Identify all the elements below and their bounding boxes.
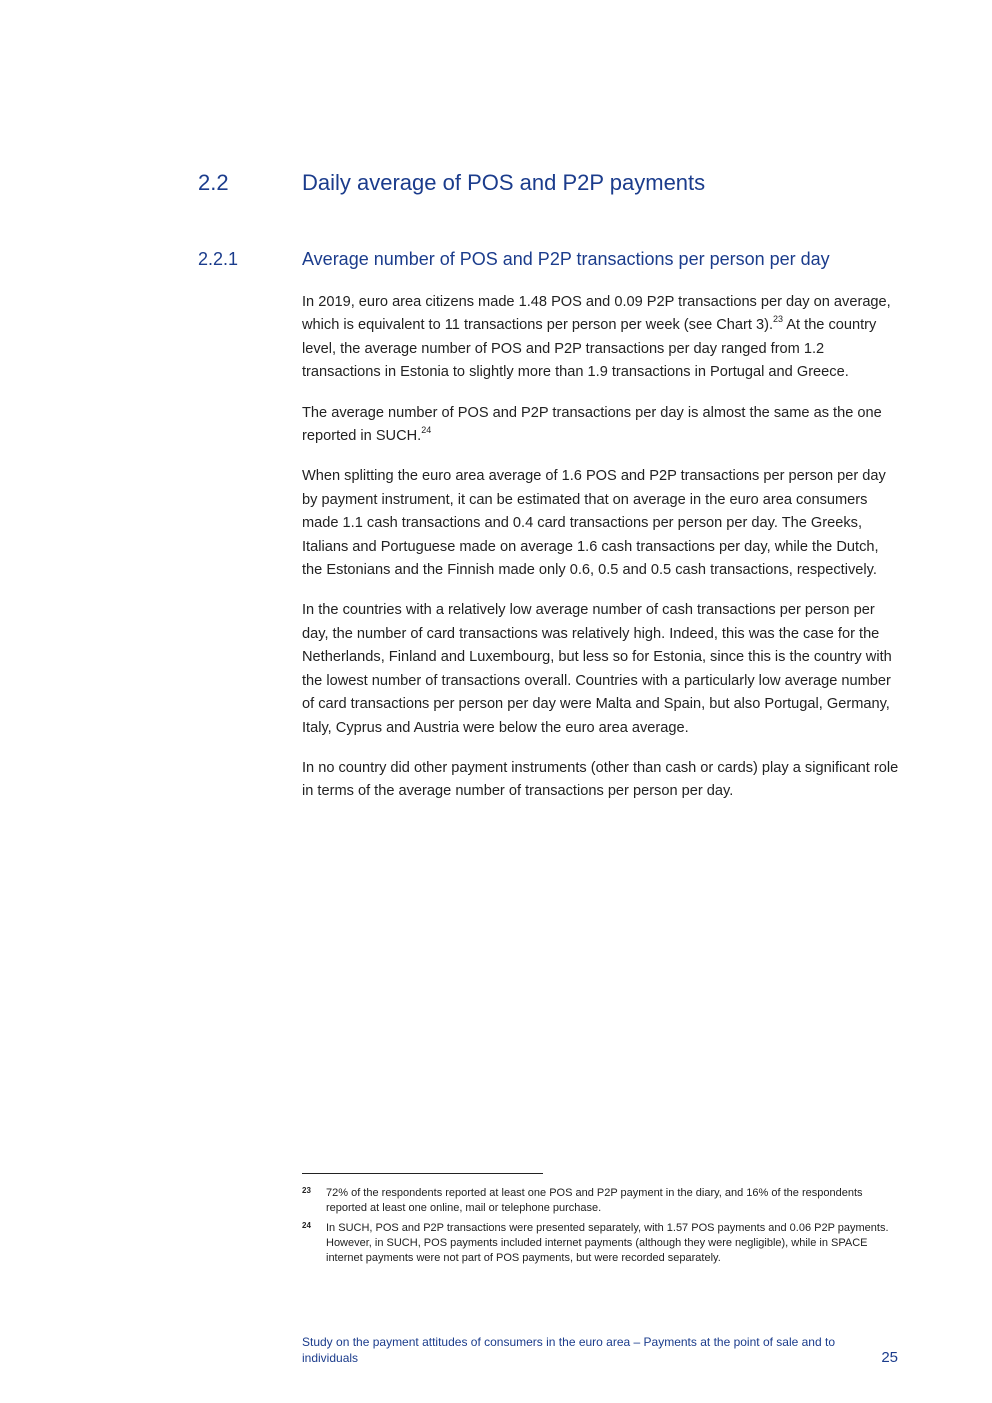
section-number: 2.2	[198, 170, 229, 195]
paragraph-1	[302, 291, 902, 385]
paragraph-5: In no country did other payment instruments (other than cash or cards) play a significant role in terms of the average number of transactions per person per day.	[302, 759, 899, 800]
footnote-23	[302, 1186, 902, 1216]
footnote-number: 23	[302, 1186, 311, 1195]
body-text	[302, 291, 902, 821]
subsection-number: 2.2.1	[198, 249, 239, 269]
subsection-title: Average number of POS and P2P transactions per person per day	[302, 249, 830, 269]
footnote-ref-24[interactable]: 24	[421, 425, 432, 436]
paragraph-2-text: The average number of POS and P2P transactions per day is almost the same as the one reported in SUCH.	[302, 404, 882, 445]
paragraph-3: When splitting the euro area average of 1.6 POS and P2P transactions per person per day by payment instrument, it can be estimated that on average in the euro area consumers made 1.1 cash transactions and 0.4 card transactions per person per day. The Greeks, Italians and Portuguese made on average 1.6 cash transactions per day, while the Dutch, the Estonians and the Finnish made only 0.6, 0.5 and 0.5 cash transactions, respectively.	[302, 468, 886, 579]
footnote-number: 24	[302, 1221, 311, 1230]
page-number: 25	[881, 1349, 898, 1366]
footnote-24	[302, 1221, 902, 1266]
paragraph-1-part-b: At the country level, the average number of POS and P2P transactions per day ranged from 1.2 transactions in Estonia to slightly more than 1.9 transactions in Portugal and Greece.	[302, 317, 877, 381]
footnote-text: 72% of the respondents reported at least one POS and P2P payment in the diary, and 16% of the respondents reported at least one online, mail or telephone purchase.	[326, 1187, 863, 1214]
footer-document-title: Study on the payment attitudes of consumers in the euro area – Payments at the point of sale and to individuals	[302, 1335, 835, 1365]
footnote-text: In SUCH, POS and P2P transactions were presented separately, with 1.57 POS payments and 0.06 P2P payments. However, in SUCH, POS payments included internet payments (although they were negligible), while in SPACE internet payments were not part of POS payments, but were recorded separately.	[326, 1222, 889, 1264]
paragraph-2	[302, 402, 902, 449]
footnote-ref-23[interactable]: 23	[773, 314, 784, 325]
footnote-divider	[302, 1173, 543, 1174]
section-title: Daily average of POS and P2P payments	[302, 170, 706, 195]
paragraph-4: In the countries with a relatively low average number of cash transactions per person per day, the number of card transactions was relatively high. Indeed, this was the case for the Netherlands, Finland and Luxembourg, but less so for Estonia, since this is the country with the lowest number of transactions overall. Countries with a particularly low average number of card transactions per person per day were Malta and Spain, but also Portugal, Germany, Italy, Cyprus and Austria were below the euro area average.	[302, 602, 892, 736]
paragraph-1-part-a: In 2019, euro area citizens made 1.48 POS and 0.09 P2P transactions per day on average, which is equivalent to 11 transactions per person per week (see Chart 3).	[302, 294, 891, 334]
